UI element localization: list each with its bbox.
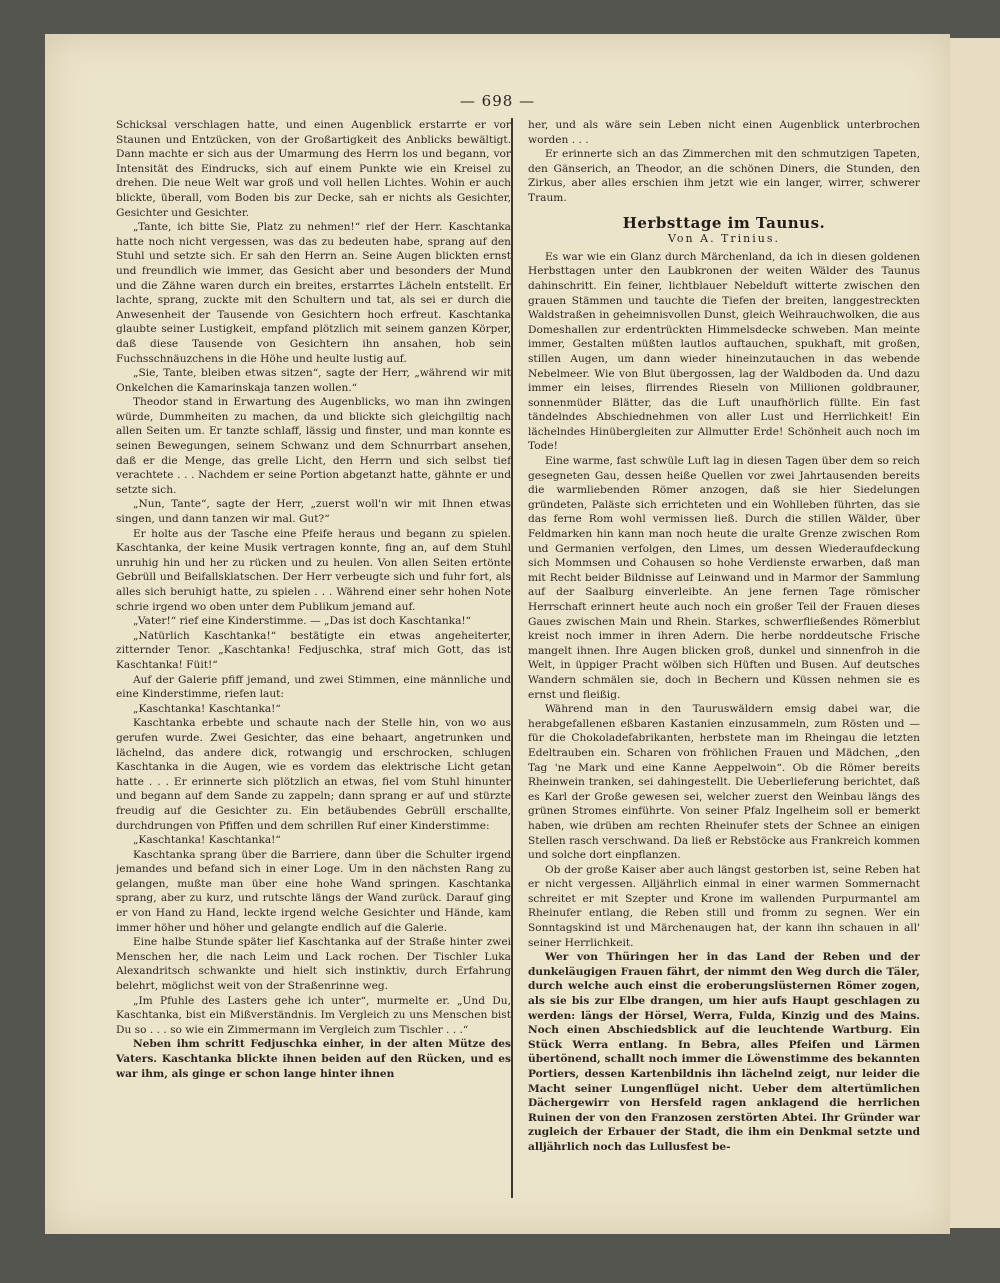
- paragraph: Kaschtanka sprang über die Barriere, dann über die Schulter irgend jemandes und befand sich in einer Loge. Um in den nächsten Rang zu gelangen, mußte man über eine hohe Wand springen. Kaschtanka sprang, aber zu kurz, und rutschte längs der Wand zurück. Darauf ging er von Hand zu Hand, leckte irgend welche Gesichter und Hände, kam immer höher und höher und gelangte endlich auf die Galerie.: [116, 848, 511, 934]
- paragraph: Neben ihm schritt Fedjuschka einher, in der alten Mütze des Vaters. Kaschtanka blickte ihnen beiden auf den Rücken, und es war ihm, als ginge er schon lange hinter ihnen: [116, 1038, 511, 1080]
- paragraph: Eine halbe Stunde später lief Kaschtanka auf der Straße hinter zwei Menschen her, die nach Leim und Lack rochen. Der Tischler Luka Alexandritsch schwankte und hielt sich instinktiv, durch Erfahrung belehrt, möglichst weit von der Straßenrinne weg.: [116, 936, 511, 993]
- page-number: — 698 —: [459, 92, 536, 110]
- paragraph: „Natürlich Kaschtanka!“ bestätigte ein etwas angeheiterter, zitternder Tenor. „Kaschtanka! Fedjuschka, straf mich Gott, das ist Kaschtanka! Füit!“: [116, 629, 511, 671]
- paragraph: „Kaschtanka! Kaschtanka!“: [132, 834, 281, 847]
- article-title: Herbsttage im Taunus.: [622, 213, 826, 232]
- paragraph: Es war wie ein Glanz durch Märchenland, da ich in diesen goldenen Herbsttagen unter den Laubkronen der weiten Wälder des Taunus dahinschritt. Ein feiner, lichtblauer Nebelduft witterte zwischen den grauen Stämmen und tauchte die Tiefen der breiten, langgestreckten Waldstraßen in geheimnisvollen Dunst, gleich Weihrauchwolken, die aus Domeshallen zur erdentrückten Himmelsdecke schweben. Man meinte immer, Gestalten müßten lautlos auftauchen, spukhaft, mit großen, stillen Augen, um dann wieder hineinzutauchen in das webende Nebelmeer. Wie von Blut übergossen, lag der Waldboden da. Und dazu immer ein leises, flirrendes Rieseln von Millionen goldbrauner, sonnenmüder Blätter, das die Luft unaufhörlich füllte. Ein fast tändelndes Abschiednehmen von aller Lust und Herrlichkeit! Ein lächelndes Hinübergleiten zur Allmutter Erde! Schönheit auch noch im Tode!: [528, 250, 920, 453]
- paragraph: Ob der große Kaiser aber auch längst gestorben ist, seine Reben hat er nicht vergessen. Alljährlich einmal in einer warmen Sommernacht schreitet er mit Szepter und Krone im wallenden Purpurmantel am Rheinufer entlang, die Reben still und fromm zu segnen. Wer ein Sonntagskind ist und Märchenaugen hat, der kann ihn schauen in all' seiner Herrlichkeit.: [528, 863, 920, 949]
- paragraph: „Im Pfuhle des Lasters gehe ich unter“, murmelte er. „Und Du, Kaschtanka, bist ein Mißverständnis. Im Vergleich zu uns Menschen bist Du so . . . so wie ein Zimmermann im Vergleich zum Tischler . . .“: [116, 994, 511, 1036]
- left-column: [116, 118, 511, 1188]
- right-column: [528, 118, 920, 1188]
- paragraph: Eine warme, fast schwüle Luft lag in diesen Tagen über dem so reich gesegneten Gau, dessen heiße Quellen vor zwei Jahrtausenden bereits die warmliebenden Römer anzogen, daß sie hier Siedelungen gründeten, Paläste sich errichteten und ein Wohlleben führten, das sie das ferne Rom wohl vermissen ließ. Durch die stillen Wälder, über Feldmarken hin kann man noch heute die uralte Grenze zwischen Rom und Germanien verfolgen, den Limes, um dessen Wiederaufdeckung sich Mommsen und Cohausen so hohe Verdienste erwarben, daß man mit Recht beider Bildnisse auf Leinwand und in Marmor der Sammlung auf der Saalburg einverleibte. An jene fernen Tage römischer Herrschaft erinnert heute auch noch ein großer Teil der Frauen dieses Gaues zwischen Main und Rhein. Starkes, schwerfließendes Römerblut kreist noch immer in ihren Adern. Die herbe norddeutsche Frische mangelt ihnen. Ihre Augen blicken groß, dunkel und sinnenfroh in die Welt, in üppiger Pracht wölben sich Hüften und Busen. Auf deutsches Wandern schmälen sie, doch in Bechern und Küssen nehmen sie es ernst und fleißig.: [528, 455, 920, 701]
- paragraph: Er holte aus der Tasche eine Pfeife heraus und begann zu spielen. Kaschtanka, der keine Musik vertragen konnte, fing an, auf dem Stuhl unruhig hin und her zu rücken und zu heulen. Von allen Seiten ertönte Gebrüll und Beifallsklatschen. Der Herr verbeugte sich und fuhr fort, als alles sich beruhigt hatte, zu spielen . . . Während einer sehr hohen Note schrie irgend wo oben unter dem Publikum jemand auf.: [116, 527, 511, 613]
- paragraph: „Tante, ich bitte Sie, Platz zu nehmen!“ rief der Herr. Kaschtanka hatte noch nicht vergessen, was das zu bedeuten habe, sprang auf den Stuhl und setzte sich. Er sah den Herrn an. Seine Augen blickten ernst und freundlich wie immer, das Gesicht aber und besonders der Mund und die Zähne waren durch ein breites, erstarrtes Lächeln entstellt. Er lachte, sprang, zuckte mit den Schultern und tat, als sei er durch die Anwesenheit der Tausende von Gesichtern hoch erfreut. Kaschtanka glaubte seiner Lustigkeit, empfand plötzlich mit seinem ganzen Körper, daß diese Tausende von Gesichtern ihn ansahen, hob sein Fuchsschnäuzchens in die Höhe und heulte lustig auf.: [116, 221, 511, 365]
- paragraph: Er erinnerte sich an das Zimmerchen mit den schmutzigen Tapeten, den Gänserich, an Theodor, an die schönen Diners, die Stunden, den Zirkus, aber alles erschien ihm jetzt wie ein langer, wirrer, schwerer Traum.: [528, 148, 920, 204]
- paragraph: Schicksal verschlagen hatte, und einen Augenblick erstarrte er vor Staunen und Entzücken, von der Großartigkeit des Anblicks bewältigt. Dann machte er sich aus der Umarmung des Herrn los und begann, vor Intensität des Eindrucks, sich auf einem Punkte wie ein Kreisel zu drehen. Die neue Welt war groß und voll hellen Lichtes. Wohin er auch blickte, überall, vom Boden bis zur Decke, sah er nichts als Gesichter, Gesichter und Gesichter.: [116, 119, 511, 219]
- paragraph: „Vater!“ rief eine Kinderstimme. — „Das ist doch Kaschtanka!“: [132, 615, 472, 628]
- article-author: Von A. Trinius.: [667, 232, 781, 246]
- paragraph: „Sie, Tante, bleiben etwas sitzen“, sagte der Herr, „während wir mit Onkelchen die Kamarinskaja tanzen wollen.“: [116, 367, 511, 394]
- newspaper-page: [45, 34, 950, 1234]
- paragraph: Theodor stand in Erwartung des Augenblicks, wo man ihn zwingen würde, Dummheiten zu machen, da und blickte sich gleichgiltig nach allen Seiten um. Er tanzte schlaff, lässig und finster, und man konnte es seinen Bewegungen, seinem Schwanz und dem Schnurrbart ansehen, daß er die Menge, das grelle Licht, den Herrn und sich selbst tief verachtete . . . Nachdem er seine Portion abgetanzt hatte, gähnte er und setzte sich.: [116, 396, 511, 496]
- paragraph: Kaschtanka erbebte und schaute nach der Stelle hin, von wo aus gerufen wurde. Zwei Gesichter, das eine behaart, angetrunken und lächelnd, das andere dick, rotwangig und erschrocken, schlugen Kaschtanka in die Augen, wie es vordem das elektrische Licht getan hatte . . . Er erinnerte sich plötzlich an etwas, fiel vom Stuhl hinunter und begann auf dem Sande zu zappeln; dann sprang er auf und stürzte freudig auf die Gesichter zu. Ein betäubendes Gebrüll erschallte, durchdrungen von Pfiffen und dem schrillen Ruf einer Kinderstimme:: [116, 717, 511, 832]
- paragraph: her, und als wäre sein Leben nicht einen Augenblick unterbrochen worden . . .: [528, 119, 920, 146]
- paragraph: „Nun, Tante“, sagte der Herr, „zuerst woll'n wir mit Ihnen etwas singen, und dann tanzen wir mal. Gut?“: [116, 498, 511, 526]
- column-divider: [511, 118, 513, 1198]
- paragraph: „Kaschtanka! Kaschtanka!“: [132, 702, 281, 715]
- adjacent-page-edge: [948, 38, 1000, 1228]
- paragraph: Auf der Galerie pfiff jemand, und zwei Stimmen, eine männliche und eine Kinderstimme, riefen laut:: [116, 673, 511, 701]
- paragraph: Während man in den Tauruswäldern emsig dabei war, die herabgefallenen eßbaren Kastanien einzusammeln, zum Rösten und — für die Chokoladefabrikanten, herbstete man im Rheingau die letzten Edeltrauben ein. Scharen von fröhlichen Frauen und Mädchen, „den Tag 'ne Mark und eine Kanne Aeppelwoin“. Ob die Römer bereits Rheinwein tranken, sei dahingestellt. Die Ueberlieferung berichtet, daß es Karl der Große gewesen sei, welcher zuerst den Weinbau längs des grünen Stromes einführte. Von seiner Pfalz Ingelheim soll er bemerkt haben, wie drüben am rechten Rheinufer stets der Schnee an einigen Stellen rasch verschwand. Da ließ er Rebstöcke aus Frankreich kommen und solche dort einpflanzen.: [528, 703, 920, 862]
- paragraph: Wer von Thüringen her in das Land der Reben und der dunkeläugigen Frauen fährt, der nimmt den Weg durch die Täler, durch welche auch einst die eroberungslüsternen Römer zogen, als sie bis zur Elbe drangen, um hier aufs Haupt geschlagen zu werden: längs der Hörsel, Werra, Fulda, Kinzig und des Mains. Noch einen Abschiedsblick auf die leuchtende Wartburg. Ein Stück Werra entlang. In Bebra, alles Pfeifen und Lärmen übertönend, schallt noch immer die Löwenstimme des bekannten Portiers, dessen Kartenbildnis ihn lächelnd zeigt, nur leider die Macht seiner Lungenflügel nicht. Ueber dem altertümlichen Dächergewirr von Hersfeld ragen anklagend die herrlichen Ruinen der von den Franzosen zerstörten Abtei. Ihr Gründer war zugleich der Erbauer der Stadt, die ihm ein Denkmal setzte und alljährlich noch das Lullusfest be-: [528, 951, 920, 1153]
